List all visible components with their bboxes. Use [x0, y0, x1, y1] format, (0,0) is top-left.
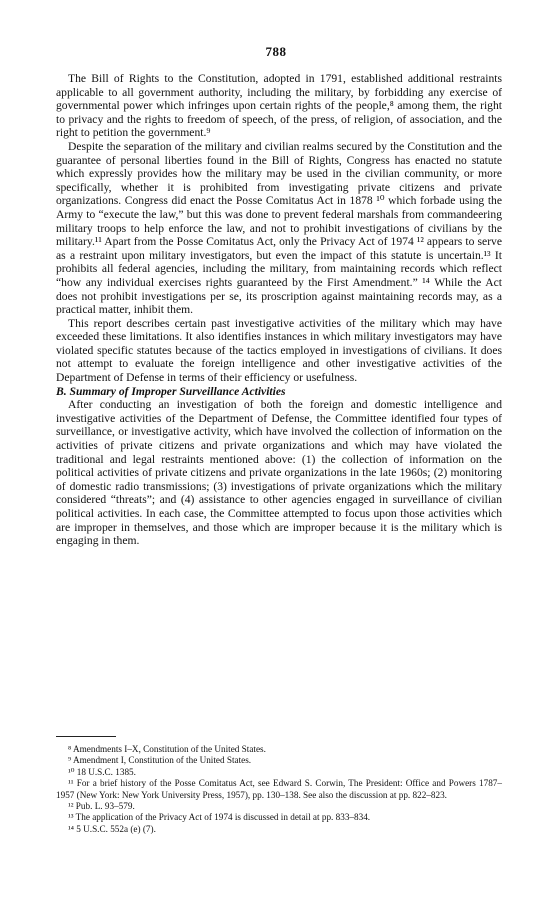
footnote-10: ¹⁰ 18 U.S.C. 1385. — [68, 766, 136, 777]
body-text — [56, 72, 502, 548]
footnote-13: ¹³ The application of the Privacy Act of 1974 is discussed in detail at pp. 833–834. — [68, 812, 371, 823]
page-number: 788 — [265, 44, 287, 59]
paragraph-summary: After conducting an investigation of both the foreign and domestic intelligence and investigative activities of the Department of Defense, the Committee identified four types of surveillance, or investigative activity, which have involved the collection of information on the activities of private citizens and private organizations and which may have violated the traditional and legal restraints mentioned above: (1) the collection of information on the political activities of private citizens and private organizations in the late 1960s; (2) monitoring of domestic radio transmissions; (3) investigations of private organizations which the military considered “threats”; and (4) assistance to other agencies engaged in surveillance of civilian political activities. In each case, the Committee attempted to focus upon those activities which are improper in themselves, and those which are improper because it is the military which is engaging in them. — [56, 398, 502, 548]
paragraph-report-scope: This report describes certain past investigative activities of the military which may have exceeded these limitations. It also identifies instances in which military investigators may have violated specific statutes because of the tactics employed in investigations of civilians. It does not attempt to evaluate the foreign intelligence and other investigative activities of the Department of Defense in terms of their efficiency or usefulness. — [56, 316, 502, 385]
footnote-14: ¹⁴ 5 U.S.C. 552a (e) (7). — [68, 823, 156, 834]
footnote-11: ¹¹ For a brief history of the Posse Comitatus Act, see Edward S. Corwin, The President: Office and Powers 1787–1957 (New York: New York University Press, 1957), pp. 130–138. See also the discussion at pp. 822–823. — [56, 778, 502, 800]
footnotes — [56, 744, 502, 835]
footnote-rule — [56, 736, 116, 737]
paragraph-bill-of-rights: The Bill of Rights to the Constitution, adopted in 1791, established additional restraints applicable to all government authority, including the military, by forbidding any exercise of governmental power which infringes upon certain rights of the people,⁸ among them, the right to privacy and the rights to freedom of speech, of the press, of religion, of association, and the right to petition the government.⁹ — [56, 72, 502, 140]
footnote-8: ⁸ Amendments I–X, Constitution of the United States. — [68, 744, 266, 754]
footnote-9: ⁹ Amendment I, Constitution of the United States. — [68, 755, 252, 766]
paragraph-posse-comitatus: Despite the separation of the military and civilian realms secured by the Constitution and the guarantee of personal liberties found in the Bill of Rights, Congress has enacted no statute which expressly provides how the military may be used in the civilian community, or more specifically, whether it is prohibited from investigating private citizens and private organizations. Congress did enact the Posse Comitatus Act in 1878 ¹⁰ which forbade using the Army to “execute the law,” but this was done to prevent federal marshals from commandeering military troops to help enforce the law, and not to prohibit investigations of civilians by the military.¹¹ Apart from the Posse Comitatus Act, only the Privacy Act of 1974 ¹² appears to serve as a restraint upon military investigators, but even the impact of this statute is uncertain.¹³ It prohibits all federal agencies, including the military, from maintaining records which reflect “how any individual exercises rights guaranteed by the First Amendment.” ¹⁴ While the Act does not prohibit investigations per se, its proscription against maintaining records may, as a practical matter, inhibit them. — [56, 139, 502, 317]
section-heading: B. Summary of Improper Surveillance Activities — [56, 384, 286, 398]
footnote-12: ¹² Pub. L. 93–579. — [68, 801, 135, 812]
